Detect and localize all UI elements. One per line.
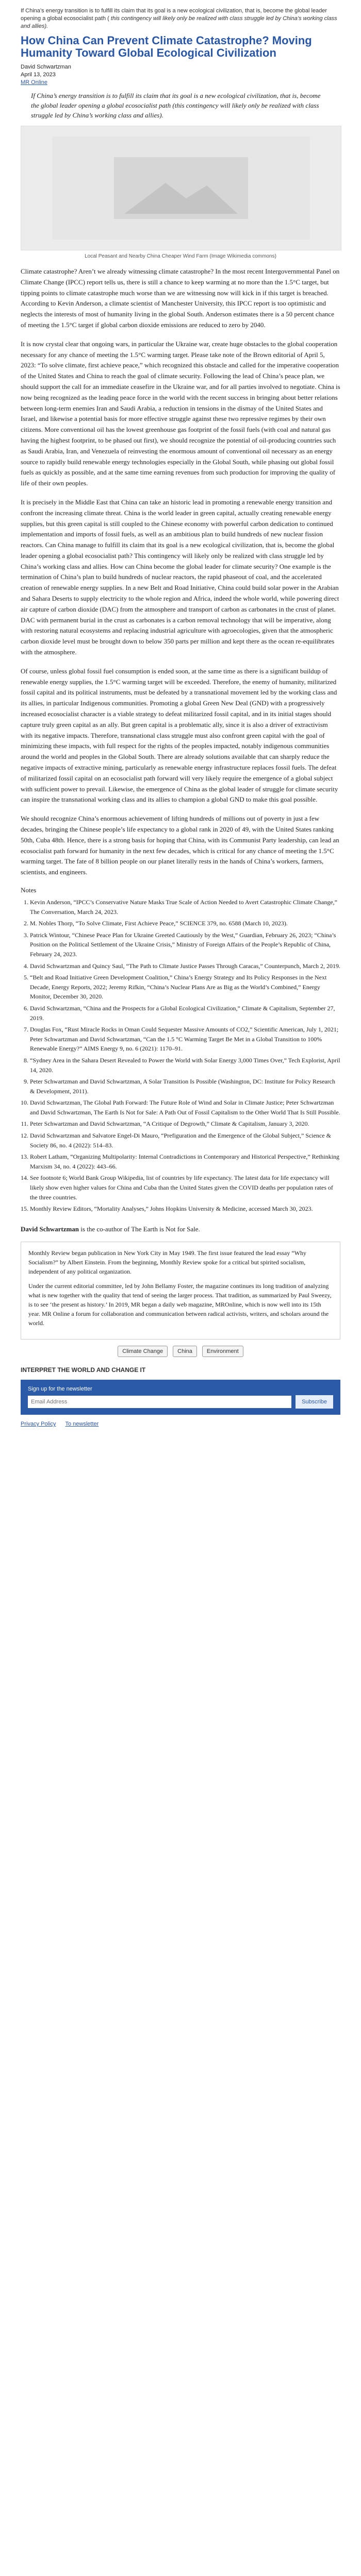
newsletter-subscribe-button[interactable]: Subscribe — [296, 1395, 333, 1409]
paragraph: It is now crystal clear that ongoing wars, in particular the Ukraine war, create huge obstacles to the global cooperation necessary for any chance of meeting the 1.5°C warming target. Please take note of the Brown editorial of April 5, 2023: “To solve climate, first achieve peace,” which recognized this obstacle and called for the imperative cooperation of the United States and China to reach the goal of climate security. Following the lead of China’s peace plan, we should support the call for an immediate ceasefire in the Ukraine war, and for all parties involved to negotiate. China is now being recognized as the leading peace force in the world with the recent success in bringing about better relations between long-term enemies Iran and Saudi Arabia, a reduction in tensions in the dismay of the United States and Israel, and likewise a potential basis for more effective struggle against these two repressive regimes by their own citizens. More conventional oil has the lowest greenhouse gas footprint of the fossil fuels (with coal and natural gas having the highest footprint, to be phased out first), we should recognize the potential of oil-producing countries such as Saudi Arabia, Iran, and Venezuela of reinvesting the enormous amount of conventional oil necessary as an energy source to rapidly build renewable energy technologies especially in the Global South, while phasing out global fossil fuels as quickly as possible, and at the same time earning revenues from such production for improving the quality of life of their own peoples. — [21, 340, 340, 487]
newsletter-row — [28, 1395, 333, 1409]
byline — [21, 63, 340, 87]
note-item: 1. Kevin Anderson, “IPCC’s Conservative Nature Masks True Scale of Action Needed to Avert Catastrophic Climate Change,” The Conversation, March 24, 2023. — [30, 897, 340, 917]
note-item: 9. Peter Schwartzman and David Schwartzman, A Solar Transition Is Possible (Washington, DC: Institute for Policy Research & Development, 2011). — [30, 1077, 340, 1096]
note-item: 12. David Schwartzman and Salvatore Engel-Di Mauro, “Prefiguration and the Emergence of the Global Subject,” Science & Society 86, no. 4 (2022): 514–83. — [30, 1131, 340, 1150]
note-item: 7. Douglas Fox, “Rust Miracle Rocks in Oman Could Sequester Massive Amounts of CO2,” Scientific American, July 1, 2021; Peter Schwartzman and David Schwartzman, “Can the 1.5 °C Warming Target Be Met in a Global Transition to 100% Renewable Energy?” AIMS Energy 9, no. 6 (2021): 1170–91. — [30, 1025, 340, 1054]
newsletter-email-input[interactable] — [28, 1396, 291, 1408]
interpret-heading: INTERPRET THE WORLD AND CHANGE IT — [21, 1366, 146, 1374]
callout-text: If China’s energy transition is to fulfill its claim that its goal is a new ecological civilization, that is, become the global leader opening a global ecosocialist path ( — [21, 8, 327, 22]
mr-paragraph: Under the current editorial committee, led by John Bellamy Foster, the magazine continues its long tradition of analyzing what is new together with the quality that tend of seeing the larger process. That tradition, as summarized by Paul Sweezy, is to see ‘the present as history.’ In 2019, MR began a daily web magazine, MROnline, which is now well into its 15th year. MR Online a forum for collaboration and communication between radical activists, writers, and scholars around the world. — [28, 1282, 332, 1327]
note-item: 3. Patrick Wintour, “Chinese Peace Plan for Ukraine Greeted Cautiously by the West,” Guardian, February 26, 2023; “China’s Position on the Political Settlement of the Ukraine Crisis,” Ministry of Foreign Affairs of the People’s Republic of China, February 24, 2023. — [30, 930, 340, 959]
note-item: 2. M. Nobles Thorp, “To Solve Climate, First Achieve Peace,” SCIENCE 379, no. 6588 (March 10, 2023). — [30, 919, 340, 928]
notes-heading: Notes — [21, 886, 37, 894]
note-item: 4. David Schwartzman and Quincy Saul, “The Path to Climate Justice Passes Through Caracas,” Counterpunch, March 2, 2019. — [30, 961, 340, 971]
publish-date: April 13, 2023 — [21, 71, 56, 78]
note-item: 15. Monthly Review Editors, “Mortality Analyses,” Johns Hopkins University & Medicine, accessed March 30, 2023. — [30, 1204, 340, 1214]
hero-image — [21, 126, 340, 259]
article-title: How China Can Prevent Climate Catastrophe? Moving Humanity Toward Global Ecological Civilization — [21, 33, 312, 59]
to-newsletter-link[interactable]: To newsletter — [65, 1420, 99, 1427]
note-item: 13. Robert Latham, “Organizing Multipolarity: Internal Contradictions in Contemporary and Historical Perspective,” Rethinking Marxism 34, no. 4 (2022): 443–66. — [30, 1152, 340, 1171]
newsletter-label: Sign up for the newsletter — [28, 1385, 92, 1392]
note-item: 10. David Schwartzman, The Global Path Forward: The Future Role of Wind and Solar in Climate Justice; Peter Schwartzman and David Schwartzman, The Earth Is Not for Sale: A Path Out of Fossil Capitalism to the Other World That Is Still Possible. — [30, 1098, 340, 1117]
tag-china[interactable]: China — [173, 1346, 197, 1357]
image-frame — [21, 126, 341, 250]
paragraph: We should recognize China’s enormous achievement of lifting hundreds of millions out of poverty in just a few decades, bringing the Chinese people’s life expectancy to a global rank in 2020 of 49, with the United States ranking 50th, Cuba 48th. Hence, there is a strong basis for hoping that China, with its Communist Party leadership, can lead an ecosocialist path forward for humanity in the next few decades, which is critical for any chance of meeting the 1.5°C warming target. The fate of 8 billion people on our planet literally rests in the hands of China’s workers, farmers, scientists, and engineers. — [21, 815, 339, 876]
footer — [21, 1421, 340, 1427]
note-item: 8. “Sydney Area in the Sahara Desert Revealed to Power the World with Solar Energy 3,000 Times Over,” Tech Explorist, April 14, 2020. — [30, 1056, 340, 1075]
paragraph: Of course, unless global fossil fuel consumption is ended soon, at the same time as there is a significant buildup of renewable energy supplies, the 1.5°C warming target will be exceeded. Therefore, the enemy of humanity, militarized fossil capital and its political instruments, must be defeated by a transnational movement led by the working class and its allies, in particular Indigenous communities. Promoting a global Green New Deal (GND) with a progressively increased ecosocialist character is a viable strategy to defeat militarized fossil capital, and in its initial stages should capture truly green capital as an ally. But green capital is a problematic ally, since it is also a driver of extractivism with its negative impacts. Therefore, transnational class struggle must also confront green capital with the goal of minimizing these impacts, with full respect for the rights of the peoples impacted, notably indigenous communities around the world and peoples in the Global South. There are already solutions available that can sharply reduce the negative impacts of extractive mining, particularly as renewable energy infrastructure replaces fossil fuels. The defeat of militarized fossil capital on an ecosocialist path forward will very likely require the emergence of a global subject with sufficient power to prevail. Likewise, the emergence of China as the global leader of struggle for climate security can inspire the transnational working class and its allies to champion a global GND to make this goal possible. — [21, 667, 338, 804]
note-item: 14. See footnote 6; World Bank Group Wikipedia, list of countries by life expectancy. The latest data for life expectancy will likely show even higher values for China and Cuba than the United States given the COVID deaths per population rates of the three countries. — [30, 1173, 340, 1202]
author-bio — [21, 1224, 340, 1234]
author-name: David Schwartzman — [21, 63, 71, 70]
tag-list — [21, 1346, 340, 1357]
paragraph: It is precisely in the Middle East that China can take an historic lead in promoting a renewable energy transition and confront the increasing climate threat. China is the world leader in green capital, actually creating renewable energy supplies, but this green capital is still coupled to the Chinese economy with powerful carbon dedication to continued implementation and imports of fossil fuels, as well as an ambitious plan to build hundreds of new nuclear fission reactors. Can China manage to fulfill its claim that its goal is a new ecological civilization, that is, become the global leader opening a global ecosocialist path? This contingency will likely only be realized with class struggle led by China’s working class and allies. How can China become the global leader for climate security? One example is the termination of China’s plan to build hundreds of nuclear reactors, the rapid phaseout of coal, and the accelerated creation of renewable energy supplies. In a new Belt and Road Initiative, China could build solar power in the Arabian and Sahara Deserts to supply electricity to the whole region and Africa, indeed the whole world, while powering direct air capture of carbon dioxide (DAC) from the atmosphere and transport of carbon as carbonates in the crust of planet. DAC with permanent burial in the crust as carbonates is a carbon removal technology that will be imperative, along with restoring natural ecosystems and replacing industrial agriculture with agroecologies, given that the atmospheric carbon dioxide level must be brought down to below 350 parts per million and kept there as the ocean re-equilibrates with the atmosphere. — [21, 498, 339, 656]
notes-list — [21, 897, 340, 1214]
mr-paragraph: Monthly Review began publication in New York City in May 1949. The first issue featured the lead essay “Why Socialism?” by Albert Einstein. From the beginning, Monthly Review spoke for a critical but spirited socialism, independent of any political organization. — [28, 1249, 307, 1275]
tag-climate-change[interactable]: Climate Change — [118, 1346, 168, 1357]
callout-quote: this contingency will likely only be realized with class struggle led by China’s working class and allies). — [21, 15, 337, 29]
image-placeholder-icon — [52, 137, 310, 240]
top-callout — [21, 7, 340, 30]
author-bio-text: is the co-author of The Earth is Not for Sale. — [80, 1225, 200, 1233]
article-page — [21, 0, 340, 1448]
epigraph: If China’s energy transition is to fulfill its claim that its goal is a new ecological civilization, that is, become the global leader opening a global ecosocialist path (this contingency will likely only be realized with class struggle led by China’s working class and allies). — [31, 92, 321, 120]
privacy-policy-link[interactable]: Privacy Policy — [21, 1420, 56, 1427]
note-item: 5. “Belt and Road Initiative Green Development Coalition,” China’s Energy Strategy and Its Policy Responses in the Next Decade, Energy Reports, 2022; Jeremy Rifkin, “China’s Nuclear Plans Are as Big as the World’s Combined,” Energy Monitor, December 30, 2020. — [30, 973, 340, 1002]
source-link[interactable]: MR Online — [21, 79, 47, 86]
author-bio-name: David Schwartzman — [21, 1225, 79, 1233]
image-caption: Local Peasant and Nearby China Cheaper Wind Farm (Image Wikimedia commons) — [85, 253, 276, 259]
paragraph: Climate catastrophe? Aren’t we already witnessing climate catastrophe? In the most recent Intergovernmental Panel on Climate Change (IPCC) report tells us, there is still a chance to keep warming at no more than the 1.5°C target, but tipping points to climate catastrophe much worse than we are witnessing now will kick in if this target is breached. According to Kevin Anderson, a climate scientist of Manchester University, this IPCC report is too optimistic and neglects the interests of most of humanity living in the global South. Anderson estimates there is a 50 percent chance of meeting the 1.5°C target if global carbon dioxide emissions are reduced to zero by 2040. — [21, 267, 340, 329]
note-item: 11. Peter Schwartzman and David Schwartzman, “A Critique of Degrowth,” Climate & Capitalism, January 3, 2020. — [30, 1119, 340, 1129]
note-item: 6. David Schwartzman, “China and the Prospects for a Global Ecological Civilization,” Climate & Capitalism, September 27, 2019. — [30, 1004, 340, 1023]
tag-environment[interactable]: Environment — [202, 1346, 243, 1357]
newsletter-box — [21, 1380, 340, 1415]
monthly-review-box — [21, 1242, 340, 1340]
